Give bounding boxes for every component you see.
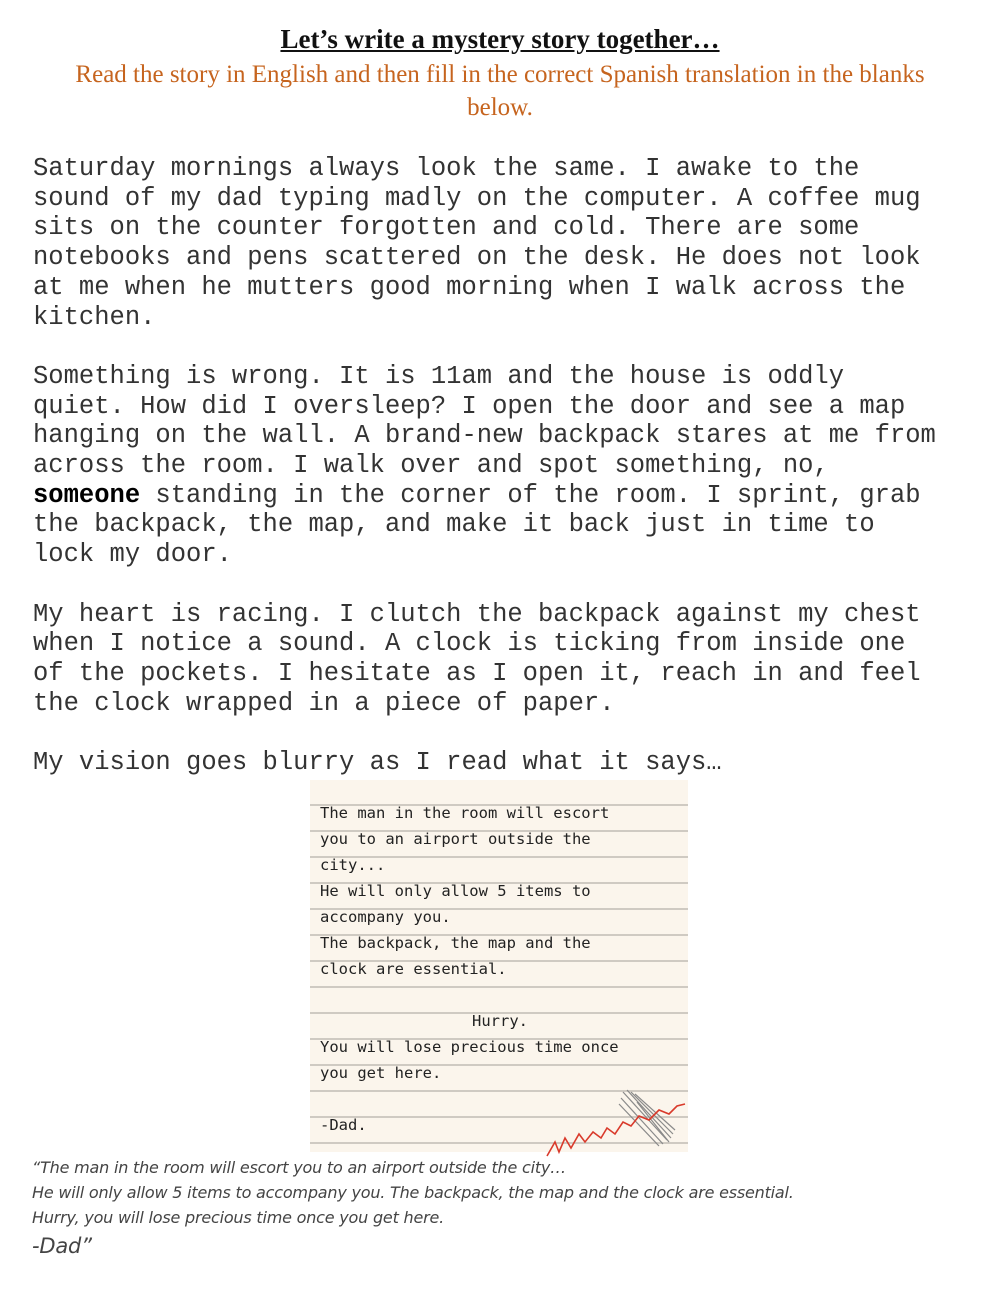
story-paragraph-1: Saturday mornings always look the same. I awake to the sound of my dad typing madly on the computer. A coffee mug sits on the counter forgotten and cold. There are some notebooks and pens scattered on the desk. He does not look at me when he mutters good morning when I walk across the kitchen. [33, 154, 921, 332]
instructions: Read the story in English and then fill in the correct Spanish translation in the blanks below. [75, 61, 925, 121]
story-text [33, 154, 978, 807]
note-line: clock are essential. [320, 960, 507, 978]
story-paragraph-4: My vision goes blurry as I read what it says… [33, 748, 722, 778]
note-line: city... [320, 856, 386, 874]
note-line [320, 982, 680, 1008]
note-line: The man in the room will escort [320, 804, 610, 822]
note-line: accompany you. [320, 908, 451, 926]
note-line: Hurry. [472, 1012, 528, 1030]
page-title: Let’s write a mystery story together… [280, 24, 720, 54]
handwritten-transcript [32, 1155, 972, 1260]
note-line: You will lose precious time once [320, 1038, 619, 1056]
note-line: The backpack, the map and the [320, 934, 591, 952]
transcript-line: He will only allow 5 items to accompany you. The backpack, the map and the clock are essential. [32, 1183, 794, 1202]
note-line: -Dad. [320, 1116, 367, 1134]
transcript-line: “The man in the room will escort you to an airport outside the city… [32, 1158, 566, 1177]
story-paragraph-3: My heart is racing. I clutch the backpack against my chest when I notice a sound. A clock is ticking from inside one of the pockets. I hesitate as I open it, reach in and feel the clock wrapped in a piece of paper. [33, 599, 921, 718]
signature-scribble-icon [545, 1082, 695, 1162]
transcript-signoff: -Dad” [32, 1234, 92, 1258]
note-line: you to an airport outside the [320, 830, 591, 848]
story-paragraph-2-start: Something is wrong. It is 11am and the house is oddly quiet. How did I oversleep? I open the door and see a map hanging on the wall. A brand-new backpack stares at me from across the room. I walk over and spot something, no, [33, 361, 936, 481]
transcript-line: Hurry, you will lose precious time once you get here. [32, 1208, 445, 1227]
note-line: you get here. [320, 1064, 442, 1082]
note-line: He will only allow 5 items to [320, 882, 591, 900]
emphasis-word: someone [33, 480, 141, 510]
story-paragraph-2-end: standing in the corner of the room. I sprint, grab the backpack, the map, and make it back just in time to lock my door. [33, 480, 921, 570]
story-paragraph-2 [33, 362, 978, 570]
